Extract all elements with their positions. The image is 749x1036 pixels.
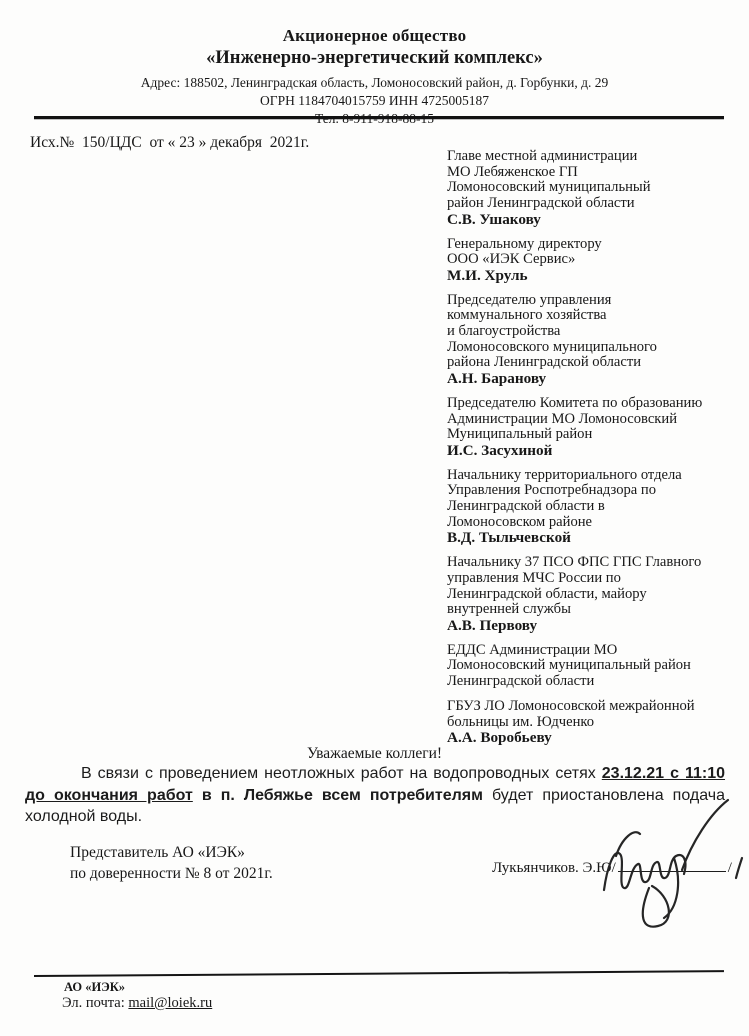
recipient-block (447, 149, 745, 228)
recipient-line: Ленинградской области, майору (447, 585, 647, 602)
recipient-line: ГБУЗ ЛО Ломоносовской межрайонной (447, 697, 695, 714)
recipient-line: Управления Роспотребнадзора по (447, 482, 657, 499)
representative-block (70, 843, 273, 884)
recipient-name: С.В. Ушакову (447, 210, 541, 228)
representative-line1: Представитель АО «ИЭК» (70, 844, 245, 861)
recipient-line: Председателю управления (447, 291, 612, 308)
org-address: Адрес: 188502, Ленинградская область, Ломоносовский район, д. Горбунки, д. 29 (140, 75, 609, 90)
recipient-block (447, 699, 745, 746)
signature-closing-slash: / (727, 860, 732, 876)
recipient-line: Генеральному директору (447, 235, 602, 252)
recipient-line: ООО «ИЭК Сервис» (447, 251, 576, 268)
recipient-line: Ленинградской области в (447, 498, 605, 515)
recipient-line: Начальнику территориального отдела (447, 466, 682, 483)
letterhead (0, 26, 749, 127)
recipient-block (447, 237, 745, 284)
recipient-name: А.Н. Баранову (447, 370, 547, 388)
footer-email-row (62, 995, 212, 1012)
recipient-line: район Ленинградской области (447, 195, 635, 212)
org-type: Акционерное общество (282, 26, 467, 45)
recipient-line: Ломоносовский муниципальный (447, 179, 651, 196)
recipient-line: Муниципальный район (447, 426, 593, 443)
header-divider (34, 116, 724, 119)
recipient-name: И.С. Засухиной (447, 441, 553, 459)
signer-name: Лукьянчиков. Э.Ю/ (492, 860, 616, 876)
recipient-block (447, 643, 745, 690)
recipient-name: В.Д. Тыльчевской (447, 529, 571, 547)
footer-email-label: Эл. почта: (62, 995, 129, 1011)
recipient-line: Главе местной администрации (447, 148, 638, 164)
recipient-line: МО Лебяженское ГП (447, 163, 578, 180)
recipient-line: Председателю Комитета по образованию (447, 394, 703, 411)
signer-block (492, 857, 732, 877)
recipient-block (447, 293, 745, 387)
recipient-line: внутренней службы (447, 601, 571, 618)
notice-text-location: в п. Лебяжье всем потребителям (192, 786, 483, 804)
recipient-name: М.И. Хруль (447, 266, 528, 284)
recipient-line: и благоустройства (447, 323, 561, 340)
representative-line2: по доверенности № 8 от 2021г. (70, 864, 273, 882)
notice-text-regular-2: будет приостановлена подача холодной воды. (25, 786, 725, 826)
notice-text-regular-1: В связи с проведением неотложных работ на водопроводных сетях (81, 765, 602, 782)
recipient-line: Ломоносовского муниципального (447, 338, 657, 355)
signature-line (618, 857, 726, 872)
footer-email-link[interactable]: mail@loiek.ru (128, 995, 213, 1011)
recipient-block (447, 555, 745, 634)
recipient-line: Администрации МО Ломоносовский (447, 410, 678, 427)
org-name: «Инженерно-энергетический комплекс» (206, 48, 543, 68)
recipient-line: Начальнику 37 ПСО ФПС ГПС Главного (447, 554, 702, 571)
salutation: Уважаемые коллеги! (306, 745, 443, 762)
recipient-block (447, 396, 745, 459)
footer-divider (34, 970, 724, 977)
recipient-line: района Ленинградской области (447, 354, 642, 371)
recipient-line: управления МЧС России по (447, 569, 621, 586)
recipient-name: А.В. Первову (447, 616, 538, 634)
footer-org: АО «ИЭК» (64, 980, 126, 994)
recipient-line: Ломоносовском районе (447, 513, 593, 530)
recipient-line: ЕДДС Администрации МО (447, 641, 618, 658)
recipient-line: Ленинградской области (447, 673, 595, 690)
recipient-line: Ломоносовский муниципальный район (447, 657, 691, 674)
org-phone: Тел. 8-911-918-88-15 (315, 111, 434, 126)
recipient-line: больницы им. Юдченко (447, 713, 595, 730)
outgoing-ref-line: Исх.№ 150/ЦДС от « 23 » декабря 2021г. (30, 134, 310, 151)
recipients-list (447, 149, 745, 755)
recipient-block (447, 468, 745, 547)
notice-text-date-range: 23.12.21 с 11:10 до окончания работ (25, 765, 726, 804)
recipient-name: А.А. Воробьеву (447, 729, 552, 747)
org-ogrn-inn: ОГРН 1184704015759 ИНН 4725005187 (260, 93, 489, 108)
notice-paragraph (25, 763, 725, 828)
recipient-line: коммунального хозяйства (447, 307, 607, 324)
